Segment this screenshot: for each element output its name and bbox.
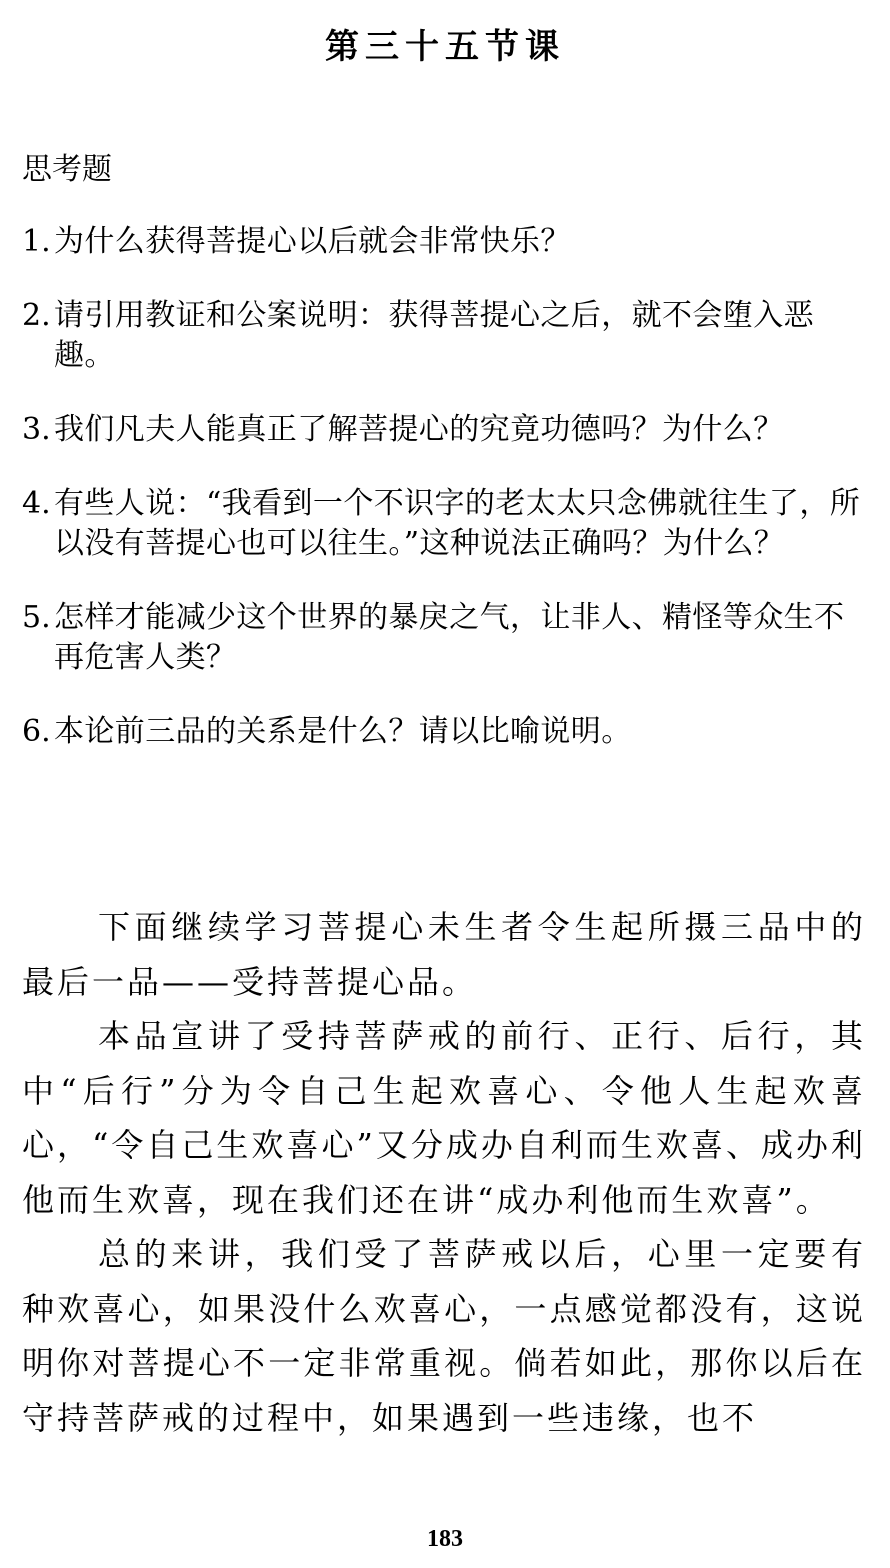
questions-list	[22, 222, 868, 786]
page-number: 183	[427, 1526, 463, 1552]
questions-heading: 思考题	[22, 152, 112, 187]
question-number: 2.	[22, 298, 51, 333]
question-number: 1.	[22, 224, 51, 259]
body-paragraph: 下面继续学习菩提心未生者令生起所摄三品中的最后一品——受持菩提心品。	[22, 908, 866, 1001]
body-paragraph: 本品宣讲了受持菩萨戒的前行、正行、后行，其中“后行”分为令自己生起欢喜心、令他人生起欢喜心，“令自己生欢喜心”又分成办自利而生欢喜、成办利他而生欢喜，现在我们还在讲“成办利他而生欢喜”。	[22, 1017, 866, 1219]
question-text: 有些人说：“我看到一个不识字的老太太只念佛就往生了，所以没有菩提心也可以往生。”这种说法正确吗？为什么？	[54, 486, 861, 561]
question-item-2	[22, 296, 868, 376]
lecture-body	[22, 900, 866, 1445]
question-text: 请引用教证和公案说明：获得菩提心之后，就不会堕入恶趣。	[54, 298, 814, 373]
lesson-title: 第三十五节课	[325, 27, 565, 67]
question-text: 为什么获得菩提心以后就会非常快乐？	[54, 224, 571, 259]
question-number: 3.	[22, 412, 51, 447]
question-item-6	[22, 712, 868, 752]
question-text: 怎样才能减少这个世界的暴戾之气，让非人、精怪等众生不再危害人类？	[54, 600, 845, 675]
question-item-3	[22, 410, 868, 450]
question-item-5	[22, 598, 868, 678]
question-number: 4.	[22, 486, 51, 521]
question-number: 6.	[22, 714, 51, 749]
question-number: 5.	[22, 600, 51, 635]
question-item-4	[22, 484, 868, 564]
question-item-1	[22, 222, 868, 262]
question-text: 本论前三品的关系是什么？请以比喻说明。	[54, 714, 632, 749]
body-paragraph: 总的来讲，我们受了菩萨戒以后，心里一定要有种欢喜心，如果没什么欢喜心，一点感觉都没有，这说明你对菩提心不一定非常重视。倘若如此，那你以后在守持菩萨戒的过程中，如果遇到一些违缘，也不	[22, 1235, 866, 1437]
question-text: 我们凡夫人能真正了解菩提心的究竟功德吗？为什么？	[54, 412, 784, 447]
